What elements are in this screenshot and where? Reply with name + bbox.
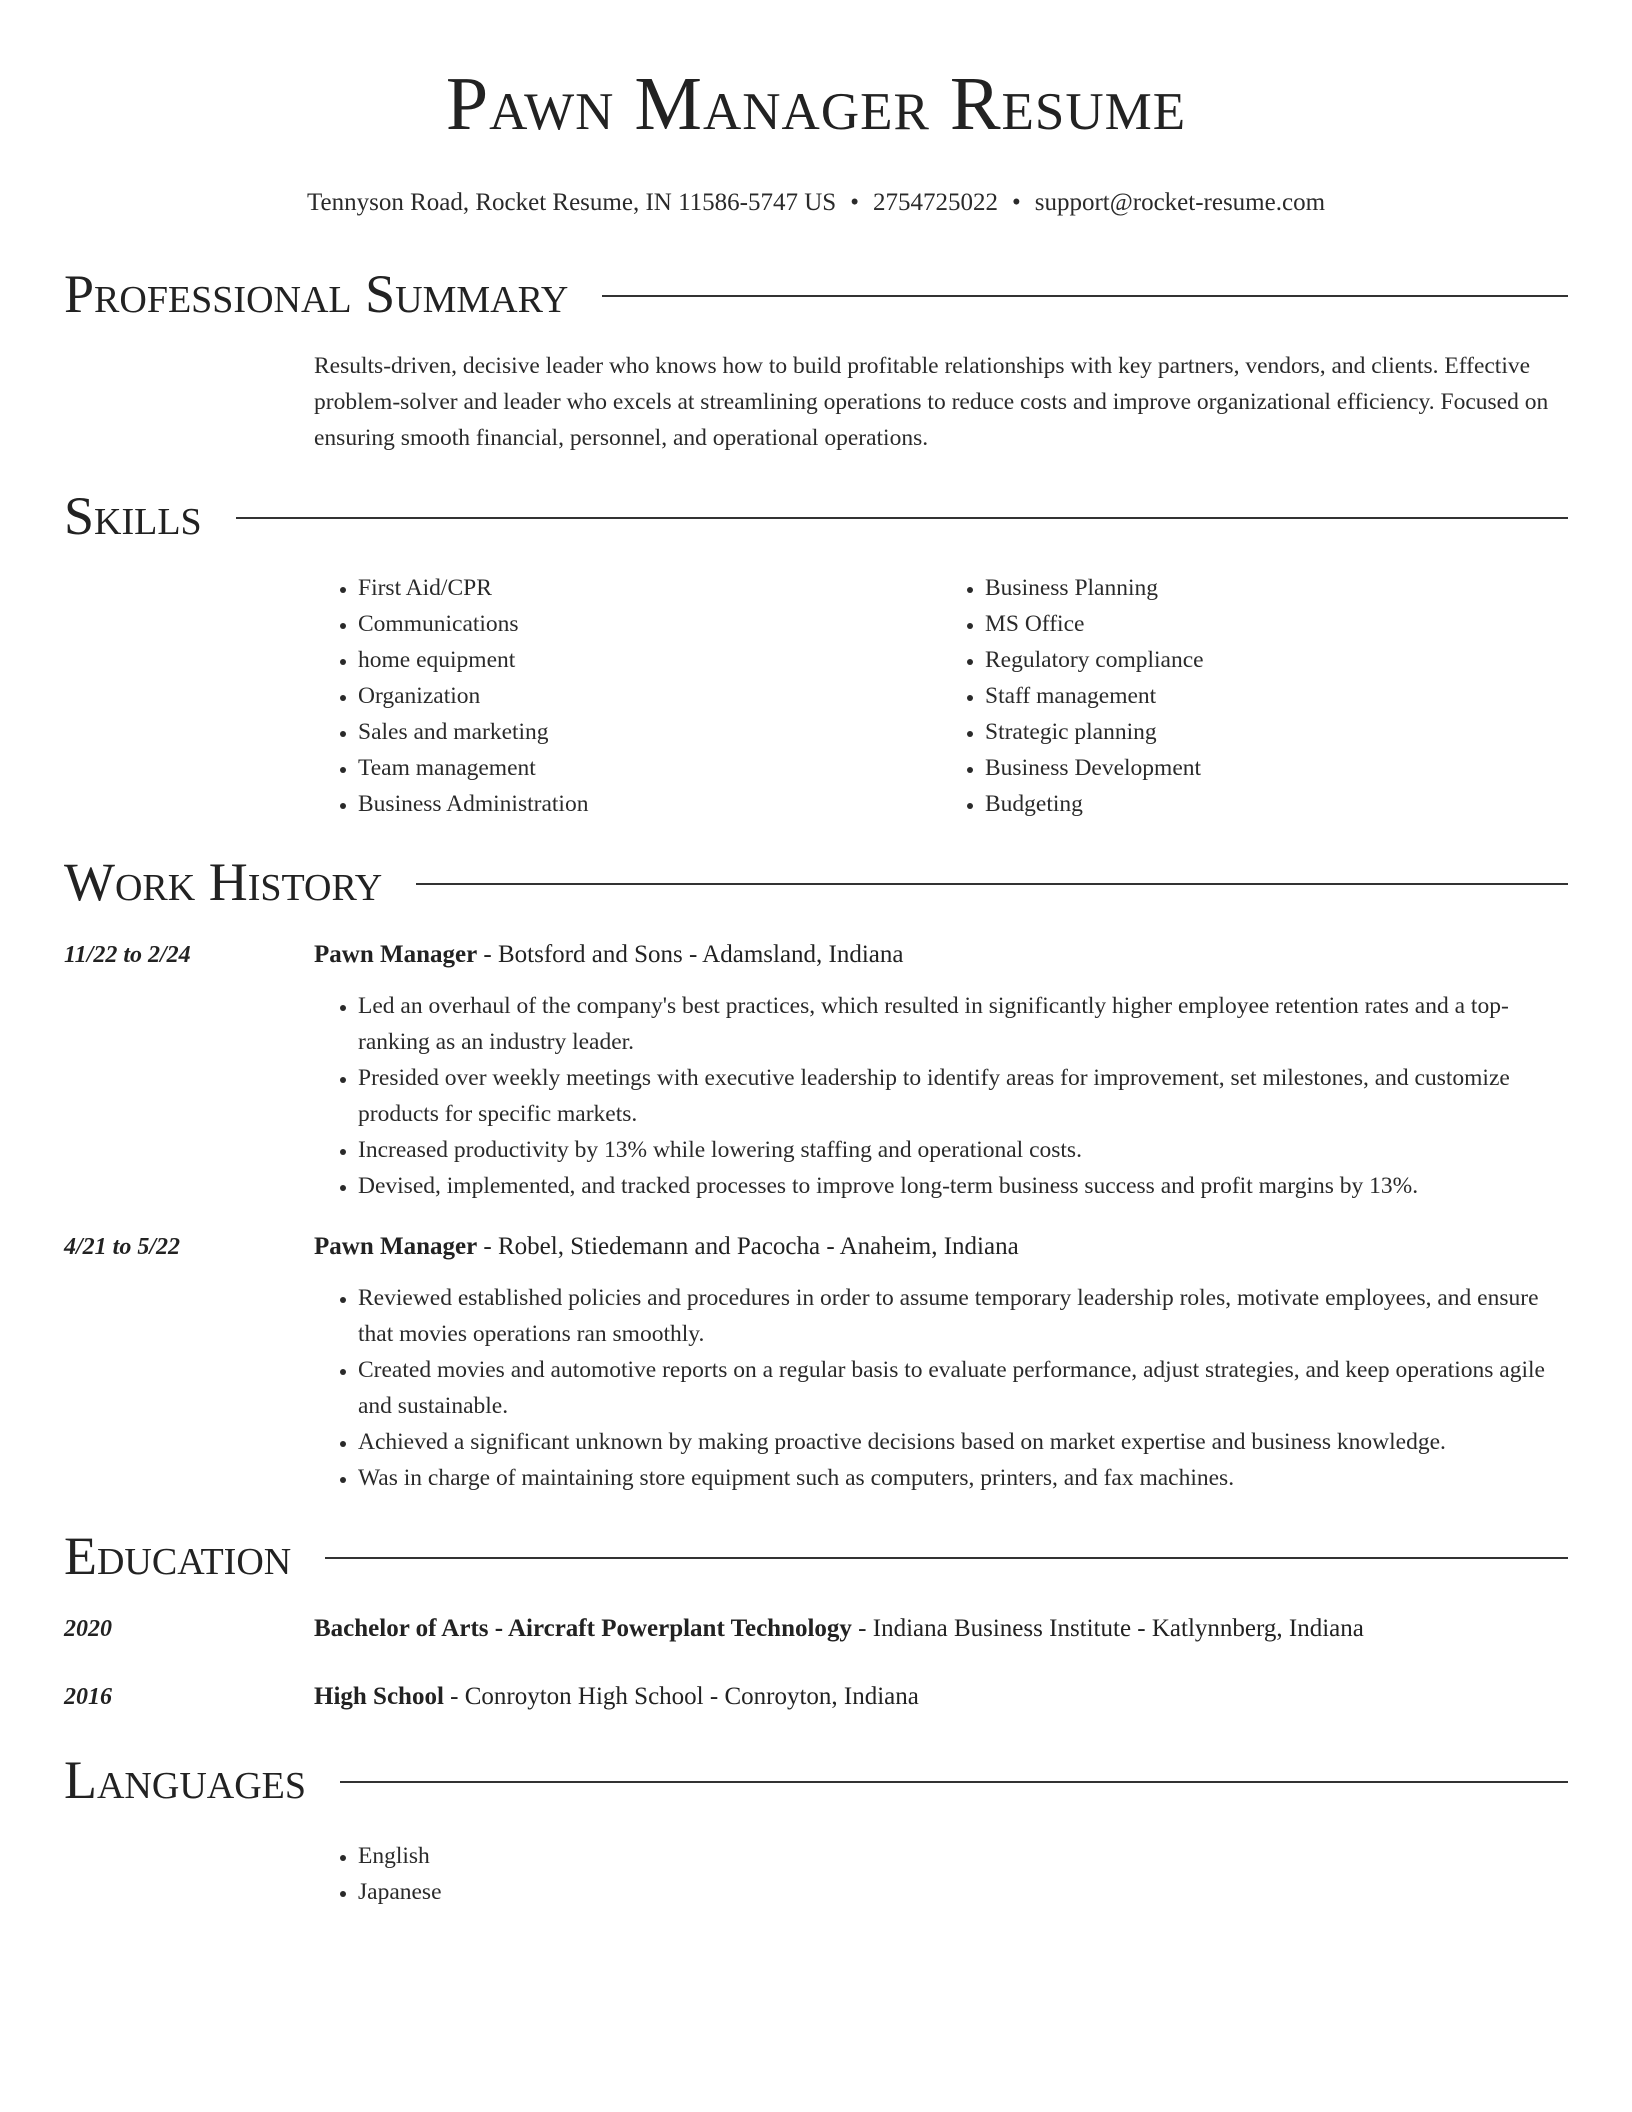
skill-item: • Communications — [358, 606, 941, 642]
summary-text: Results-driven, decisive leader who knows how to build profitable relationships with key partners, vendors, and clients. Effective problem-solver and leader who excels at streamlining operations to reduce costs and improve organizational efficiency. Focused on ensuring smooth financial, personnel, and operational operations. — [314, 353, 1549, 451]
job-entry — [64, 938, 1568, 1204]
skill-item: • Team management — [358, 750, 941, 786]
education-row — [64, 1680, 1568, 1714]
job-bullet: • Led an overhaul of the company's best practices, which resulted in significantly higher employee retention rates and a top-ranking as an industry leader. — [358, 988, 1568, 1060]
education-year: 2020 — [64, 1616, 112, 1642]
skill-item: • Staff management — [985, 678, 1568, 714]
job-bullet: • Was in charge of maintaining store equipment such as computers, printers, and fax machines. — [358, 1460, 1568, 1496]
section-heading-education: Education — [64, 1526, 292, 1586]
skills-list — [314, 570, 1568, 822]
language-item: • Japanese — [358, 1874, 1568, 1910]
skill-item: • MS Office — [985, 606, 1568, 642]
section-heading-work: Work History — [64, 852, 383, 912]
job-bullet: • Presided over weekly meetings with executive leadership to identify areas for improvement, set milestones, and customize products for specific markets. — [358, 1060, 1568, 1132]
job-bullet: • Devised, implemented, and tracked processes to improve long-term business success and profit margins by 13%. — [358, 1168, 1568, 1204]
education-entry — [64, 1612, 1568, 1646]
job-bullets — [314, 1280, 1568, 1496]
section-divider — [236, 517, 1568, 519]
education-section-header — [64, 1526, 1568, 1586]
skill-item: • Regulatory compliance — [985, 642, 1568, 678]
summary-section-header — [64, 264, 1568, 324]
job-bullet: • Increased productivity by 13% while lowering staffing and operational costs. — [358, 1132, 1568, 1168]
job-title: Pawn Manager — [314, 1233, 478, 1260]
skills-section-header — [64, 486, 1568, 546]
education-year: 2016 — [64, 1684, 112, 1710]
education-details: - Indiana Business Institute - Katlynnberg, Indiana — [851, 1615, 1364, 1642]
skill-item: • Business Development — [985, 750, 1568, 786]
job-header — [64, 1230, 1568, 1264]
education-line — [314, 1680, 919, 1714]
job-entry — [64, 1230, 1568, 1496]
section-heading-languages: Languages — [64, 1750, 306, 1810]
skill-item: • Business Planning — [985, 570, 1568, 606]
languages-section-header — [64, 1750, 1568, 1810]
section-divider — [340, 1781, 1568, 1783]
skill-item: • Organization — [358, 678, 941, 714]
skill-item: • home equipment — [358, 642, 941, 678]
education-entry — [64, 1680, 1568, 1714]
section-divider — [325, 1557, 1568, 1559]
skill-item: • Sales and marketing — [358, 714, 941, 750]
contact-line — [64, 188, 1568, 218]
job-details: - Botsford and Sons - Adamsland, Indiana — [477, 941, 904, 968]
job-title: Pawn Manager — [314, 941, 478, 968]
contact-phone: 2754725022 — [872, 189, 998, 216]
contact-separator: • — [850, 189, 859, 216]
work-section-header — [64, 852, 1568, 912]
resume-title: Pawn Manager Resume — [445, 62, 1187, 146]
job-header — [64, 938, 1568, 972]
skills-column-right — [941, 570, 1568, 822]
job-bullet: • Achieved a significant unknown by making proactive decisions based on market expertise and business knowledge. — [358, 1424, 1568, 1460]
education-row — [64, 1612, 1568, 1646]
job-bullets — [314, 988, 1568, 1204]
section-heading-skills: Skills — [64, 486, 202, 546]
language-item: • English — [358, 1838, 1568, 1874]
skill-item: • Strategic planning — [985, 714, 1568, 750]
section-divider — [602, 295, 1568, 297]
languages-list — [314, 1838, 1568, 1910]
job-dates: 4/21 to 5/22 — [64, 1234, 181, 1260]
education-degree: Bachelor of Arts - Aircraft Powerplant Technology — [314, 1615, 852, 1642]
contact-email: support@rocket-resume.com — [1034, 189, 1326, 216]
skill-item: • First Aid/CPR — [358, 570, 941, 606]
job-title-line — [314, 1230, 1019, 1264]
job-title-line — [314, 938, 904, 972]
skills-column-left — [314, 570, 941, 822]
education-line — [314, 1612, 1364, 1646]
job-details: - Robel, Stiedemann and Pacocha - Anaheim, Indiana — [477, 1233, 1019, 1260]
job-bullet: • Reviewed established policies and procedures in order to assume temporary leadership roles, motivate employees, and ensure that movies operations ran smoothly. — [358, 1280, 1568, 1352]
education-details: - Conroyton High School - Conroyton, Indiana — [443, 1683, 919, 1710]
skill-item: • Budgeting — [985, 786, 1568, 822]
section-divider — [416, 883, 1568, 885]
skill-item: • Business Administration — [358, 786, 941, 822]
section-heading-summary: Professional Summary — [64, 264, 569, 324]
contact-address: Tennyson Road, Rocket Resume, IN 11586-5747 US — [306, 189, 837, 216]
contact-separator: • — [1011, 189, 1021, 216]
job-bullet: • Created movies and automotive reports on a regular basis to evaluate performance, adjust strategies, and keep operations agile and sustainable. — [358, 1352, 1568, 1424]
job-dates: 11/22 to 2/24 — [64, 942, 191, 968]
education-degree: High School — [314, 1683, 444, 1710]
